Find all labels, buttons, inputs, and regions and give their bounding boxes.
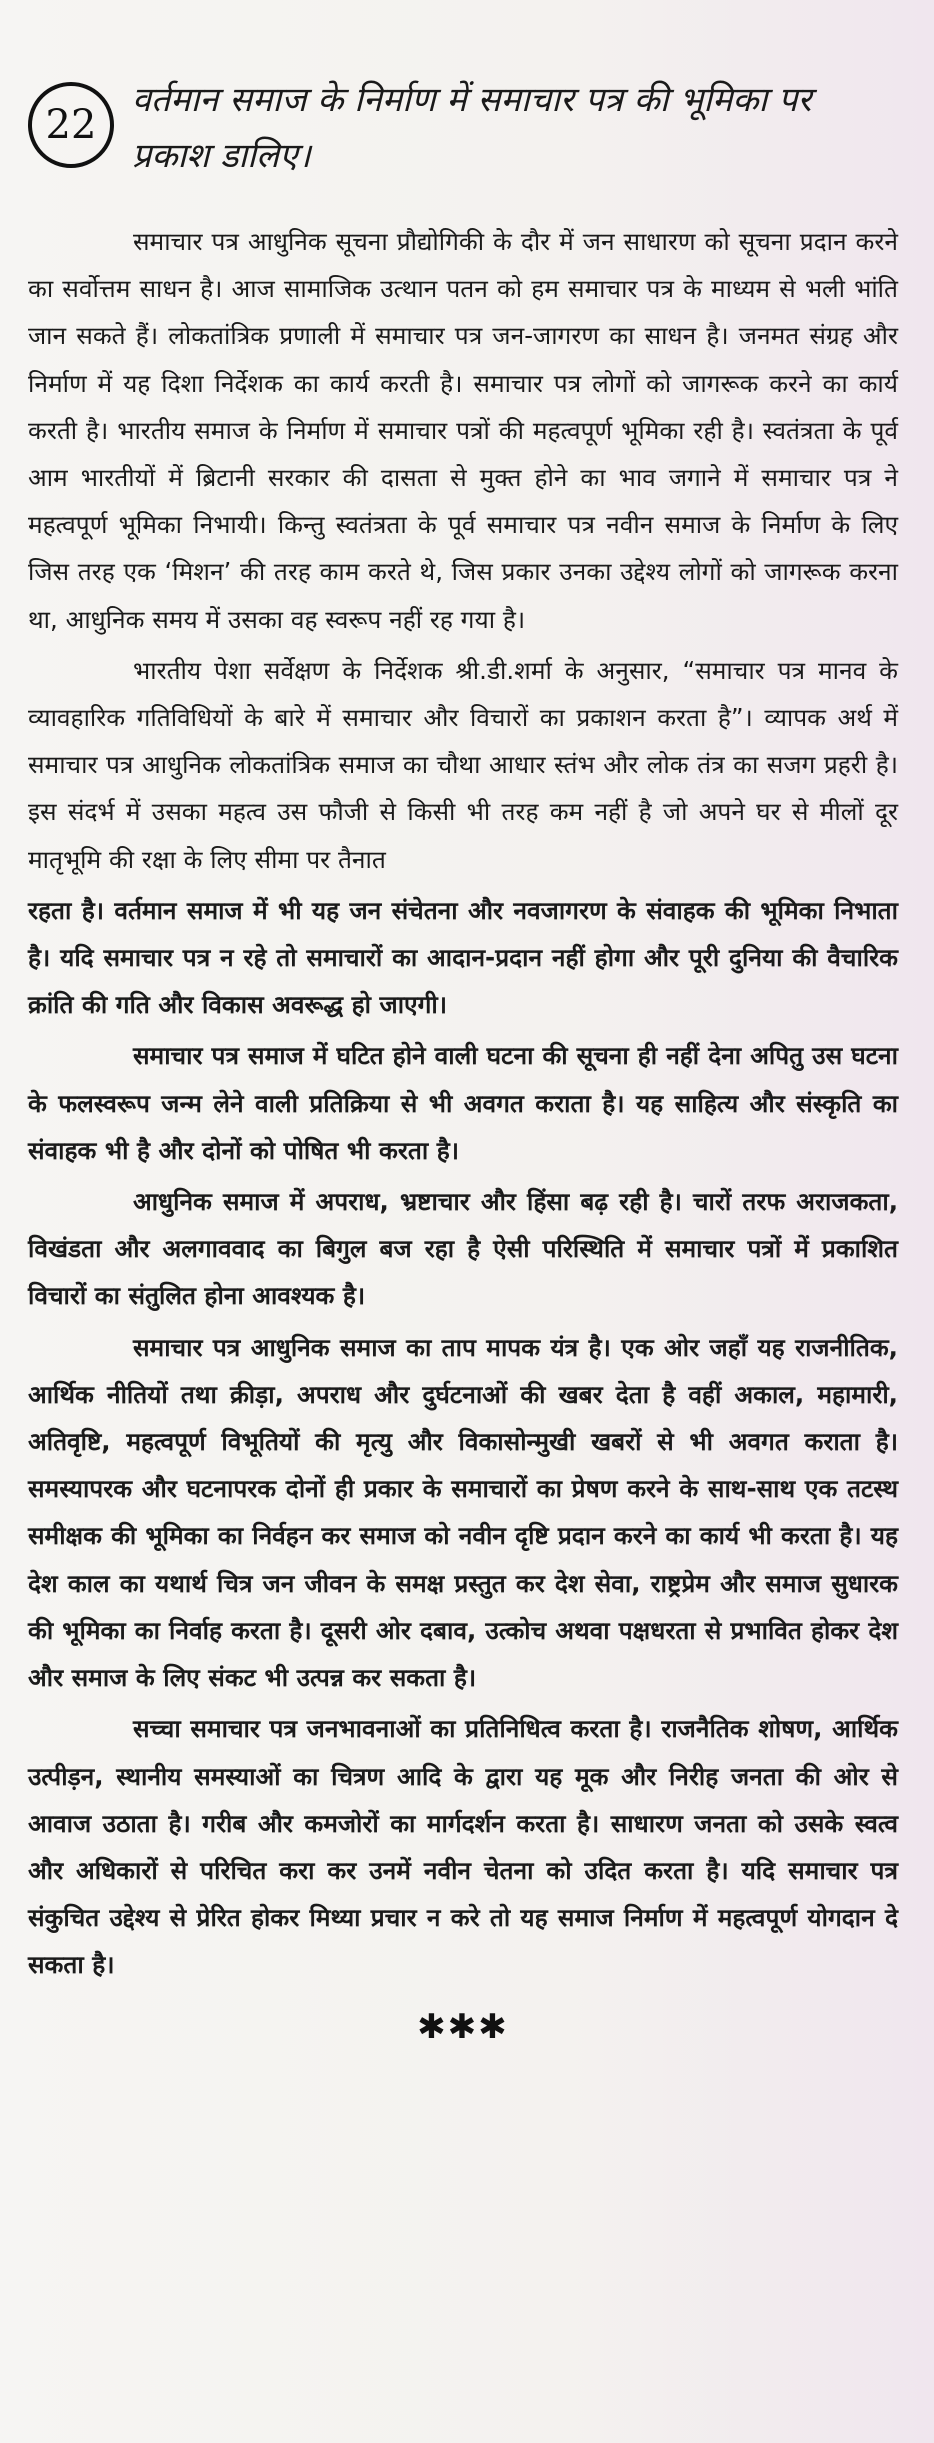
question-number-badge: 22 [28,82,114,168]
question-header [28,52,898,184]
paragraph-1: समाचार पत्र आधुनिक सूचना प्रौद्योगिकी के दौर में जन साधारण को सूचना प्रदान करने का सर्वोत्तम साधन है। आज सामाजिक उत्थान पतन को हम समाचार पत्र के माध्यम से भली भांति जान सकते हैं। लोकतांत्रिक प्रणाली में समाचार पत्र जन-जागरण का साधन है। जनमत संग्रह और निर्माण में यह दिशा निर्देशक का कार्य करती है। समाचार पत्र लोगों को जागरूक करने का कार्य करती है। भारतीय समाज के निर्माण में समाचार पत्रों की महत्वपूर्ण भूमिका रही है। स्वतंत्रता के पूर्व आम भारतीयों में ब्रिटानी सरकार की दासता से मुक्त होने का भाव जगाने में समाचार पत्र ने महत्वपूर्ण भूमिका निभायी। किन्तु स्वतंत्रता के पूर्व समाचार पत्र नवीन समाज के निर्माण के लिए जिस तरह एक ‘मिशन’ की तरह काम करते थे, जिस प्रकार उनका उद्देश्य लोगों को जागरूक करना था, आधुनिक समय में उसका वह स्वरूप नहीं रह गया है। [28,227,898,634]
paragraph-6: समाचार पत्र आधुनिक समाज का ताप मापक यंत्र है। एक ओर जहाँ यह राजनीतिक, आर्थिक नीतियों तथा क्रीड़ा, अपराध और दुर्घटनाओं की खबर देता है वहीं अकाल, महामारी, अतिवृष्टि, महत्वपूर्ण विभूतियों की मृत्यु और विकासोन्मुखी खबरों से भी अवगत कराता है। समस्यापरक और घटनापरक दोनों ही प्रकार के समाचारों का प्रेषण करने के साथ-साथ एक तटस्थ समीक्षक की भूमिका का निर्वहन कर समाज को नवीन दृष्टि प्रदान करने का कार्य भी करता है। यह देश काल का यथार्थ चित्र जन जीवन के समक्ष प्रस्तुत कर देश सेवा, राष्ट्रप्रेम और समाज सुधारक की भूमिका का निर्वाह करता है। दूसरी ओर दबाव, उत्कोच अथवा पक्षधरता से प्रभावित होकर देश और समाज के लिए संकट भी उत्पन्न कर सकता है। [28,1332,898,1693]
paragraph-2: भारतीय पेशा सर्वेक्षण के निर्देशक श्री.डी.शर्मा के अनुसार, “समाचार पत्र मानव के व्यावहारिक गतिविधियों के बारे में समाचार और विचारों का प्रकाशन करता है”। व्यापक अर्थ में समाचार पत्र आधुनिक लोकतांत्रिक समाज का चौथा आधार स्तंभ और लोक तंत्र का सजग प्रहरी है। इस संदर्भ में उसका महत्व उस फौजी से किसी भी तरह कम नहीं है जो अपने घर से मीलों दूर मातृभूमि की रक्षा के लिए सीमा पर तैनात [28,655,898,874]
question-title: वर्तमान समाज के निर्माण में समाचार पत्र की भूमिका पर प्रकाश डालिए। [132,80,812,176]
end-mark: ✱✱✱ [417,2006,509,2047]
paragraph-3: रहता है। वर्तमान समाज में भी यह जन संचेतना और नवजागरण के संवाहक की भूमिका निभाता है। यदि समाचार पत्र न रहे तो समाचारों का आदान-प्रदान नहीं होगा और पूरी दुनिया की वैचारिक क्रांति की गति और विकास अवरूद्ध हो जाएगी। [28,895,898,1020]
answer-body [28,218,898,1989]
paragraph-7: सच्चा समाचार पत्र जनभावनाओं का प्रतिनिधित्व करता है। राजनैतिक शोषण, आर्थिक उत्पीड़न, स्थानीय समस्याओं का चित्रण आदि के द्वारा यह मूक और निरीह जनता की ओर से आवाज उठाता है। गरीब और कमजोरों का मार्गदर्शन करता है। साधारण जनता को उसके स्वत्व और अधिकारों से परिचित करा कर उनमें नवीन चेतना को उदित करता है। यदि समाचार पत्र संकुचित उद्देश्य से प्रेरित होकर मिथ्या प्रचार न करे तो यह समाज निर्माण में महत्वपूर्ण योगदान दे सकता है। [28,1714,898,1980]
paragraph-4: समाचार पत्र समाज में घटित होने वाली घटना की सूचना ही नहीं देना अपितु उस घटना के फलस्वरूप जन्म लेने वाली प्रतिक्रिया से भी अवगत कराता है। यह साहित्य और संस्कृति का संवाहक भी है और दोनों को पोषित भी करता है। [28,1041,898,1165]
paragraph-5: आधुनिक समाज में अपराध, भ्रष्टाचार और हिंसा बढ़ रही है। चारों तरफ अराजकता, विखंडता और अलगाववाद का बिगुल बज रहा है ऐसी परिस्थिति में समाचार पत्रों में प्रकाशित विचारों का संतुलित होना आवश्यक है। [28,1187,898,1311]
